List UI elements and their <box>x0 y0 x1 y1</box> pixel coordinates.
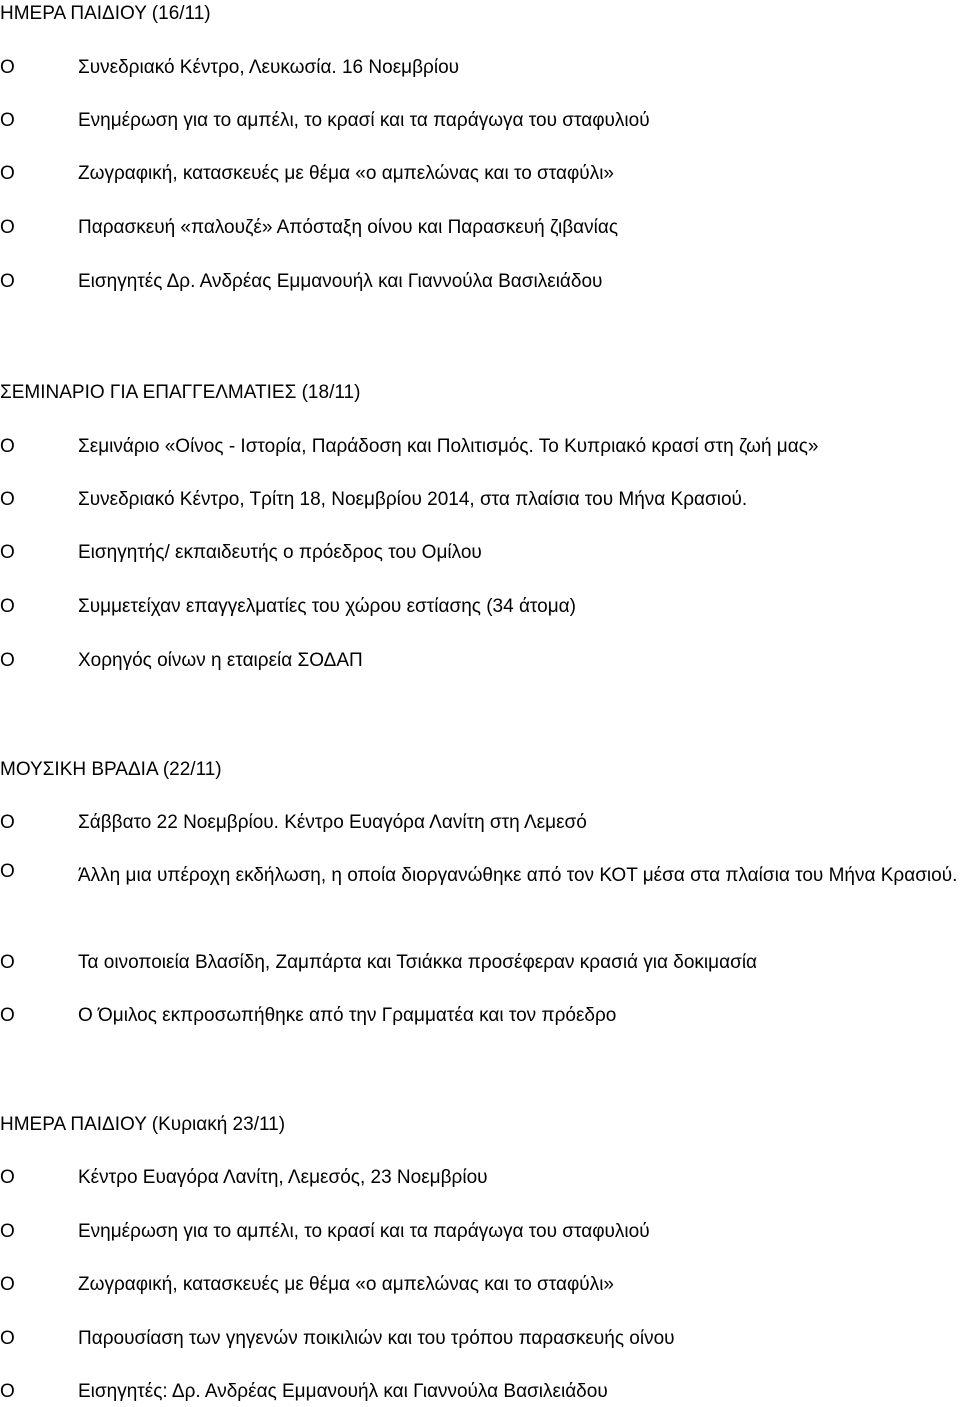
list-item-text: Συνεδριακό Κέντρο, Λευκωσία. 16 Νοεμβρίου <box>78 57 460 78</box>
bullet-icon: O <box>0 489 15 510</box>
bullet-icon: O <box>0 1167 15 1188</box>
bullet-icon: O <box>0 436 15 457</box>
list-item-text: Ο Όμιλος εκπροσωπήθηκε από την Γραμματέα και τον πρόεδρο <box>78 1005 617 1026</box>
list-item-text: Ενημέρωση για το αμπέλι, το κρασί και τα παράγωγα του σταφυλιού <box>78 110 650 131</box>
bullet-icon: O <box>0 952 15 973</box>
section-heading-paidiou-16: ΗΜΕΡΑ ΠΑΙΔΙΟΥ (16/11) <box>0 3 211 24</box>
list-item-text: Ζωγραφική, κατασκευές με θέμα «ο αμπελώνας και το σταφύλι» <box>78 1274 614 1295</box>
list-item-text: Παρουσίαση των γηγενών ποικιλιών και του τρόπου παρασκευής οίνου <box>78 1328 675 1349</box>
list-item-text: Ζωγραφική, κατασκευές με θέμα «ο αμπελώνας και το σταφύλι» <box>78 163 614 184</box>
bullet-icon: O <box>0 1221 15 1242</box>
list-item-text: Σεμινάριο «Οίνος - Ιστορία, Παράδοση και Πολιτισμός. Το Κυπριακό κρασί στη ζωή μας» <box>78 436 819 457</box>
list-item-text: Ενημέρωση για το αμπέλι, το κρασί και τα παράγωγα του σταφυλιού <box>78 1221 650 1242</box>
list-item-text: Συνεδριακό Κέντρο, Τρίτη 18, Νοεμβρίου 2014, στα πλαίσια του Μήνα Κρασιού. <box>78 489 748 510</box>
list-item-text: Κέντρο Ευαγόρα Λανίτη, Λεμεσός, 23 Νοεμβρίου <box>78 1167 488 1188</box>
bullet-icon: O <box>0 542 15 563</box>
list-item-text: Εισηγητές: Δρ. Ανδρέας Εμμανουήλ και Γιαννούλα Βασιλειάδου <box>78 1381 608 1402</box>
list-item-text: Χορηγός οίνων η εταιρεία ΣΟΔΑΠ <box>78 650 363 671</box>
bullet-icon: O <box>0 57 15 78</box>
bullet-icon: O <box>0 596 15 617</box>
bullet-icon: O <box>0 163 15 184</box>
section-heading-paidiou-23: ΗΜΕΡΑ ΠΑΙΔΙΟΥ (Κυριακή 23/11) <box>0 1114 286 1135</box>
bullet-icon: O <box>0 110 15 131</box>
bullet-icon: O <box>0 1328 15 1349</box>
list-item-text: Άλλη μια υπέροχη εκδήλωση, η οποία διοργανώθηκε από τον ΚΟΤ μέσα στα πλαίσια του Μήνα Κρασιού. <box>78 865 958 886</box>
bullet-icon: O <box>0 861 15 882</box>
list-item-text: Σάββατο 22 Νοεμβρίου. Κέντρο Ευαγόρα Λανίτη στη Λεμεσό <box>78 812 587 833</box>
bullet-icon: O <box>0 812 15 833</box>
bullet-icon: O <box>0 1005 15 1026</box>
list-item-text: Τα οινοποιεία Βλασίδη, Ζαμπάρτα και Τσιάκκα προσέφεραν κρασιά για δοκιμασία <box>78 952 758 973</box>
bullet-icon: O <box>0 271 15 292</box>
section-heading-seminario: ΣΕΜΙΝΑΡΙΟ ΓΙΑ ΕΠΑΓΓΕΛΜΑΤΙΕΣ (18/11) <box>0 382 361 403</box>
list-item-text: Συμμετείχαν επαγγελματίες του χώρου εστίασης (34 άτομα) <box>78 596 576 617</box>
bullet-icon: O <box>0 1381 15 1402</box>
list-item-text: Εισηγητής/ εκπαιδευτής ο πρόεδρος του Ομίλου <box>78 542 482 563</box>
bullet-icon: O <box>0 650 15 671</box>
bullet-icon: O <box>0 1274 15 1295</box>
list-item-text: Εισηγητές Δρ. Ανδρέας Εμμανουήλ και Γιαννούλα Βασιλειάδου <box>78 271 603 292</box>
section-heading-mousiki: ΜΟΥΣΙΚΗ ΒΡΑΔΙΑ (22/11) <box>0 759 222 780</box>
bullet-icon: O <box>0 217 15 238</box>
list-item-text: Παρασκευή «παλουζέ» Απόσταξη οίνου και Παρασκευή ζιβανίας <box>78 217 619 238</box>
